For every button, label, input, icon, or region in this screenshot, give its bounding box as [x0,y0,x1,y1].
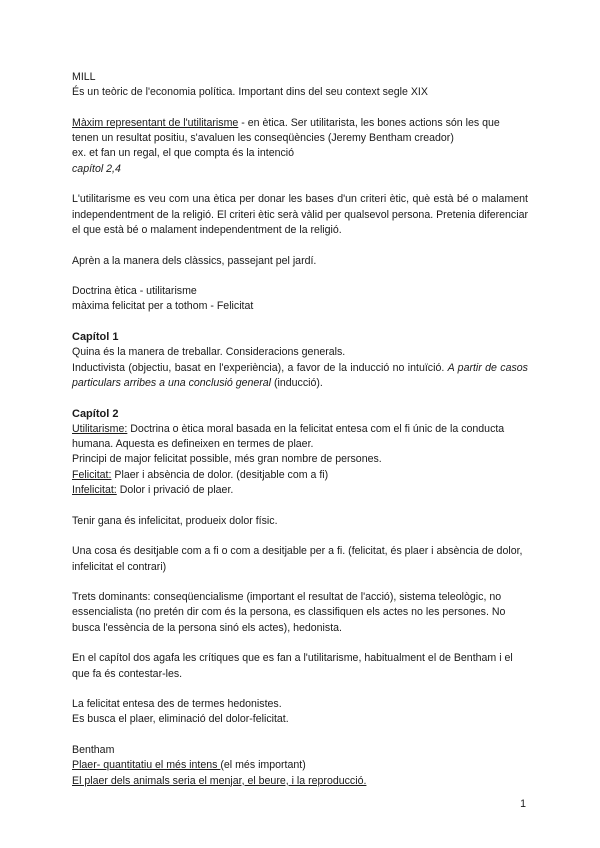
chapter1-induction: (inducció). [271,376,323,389]
bentham-heading: Bentham [72,744,115,757]
pleasure-rest: (el més important) [220,759,306,772]
chapter1-inductivist: Inductivista (objectiu, basat en l'experiència), a favor de la inducció no intuïció. [72,361,448,374]
maxim-line: màxima felicitat per a tothom - Felicitat [72,300,254,313]
desirable-paragraph: Una cosa és desitjable com a fi o com a desitjable per a fi. (felicitat, és plaer i absència de dolor, infelicitat el contrari) [72,545,523,573]
max-representative-paragraph [72,116,528,147]
hunger-line: Tenir gana és infelicitat, produeix dolor físic. [72,514,278,527]
chapter2-utilitarianism [72,422,528,453]
doctrine-line: Doctrina ètica - utilitarisme [72,285,197,298]
utilitarianism-definition: Doctrina o ètica moral basada en la felicitat entesa com el fi únic de la conducta humana. Aquesta es defineixen en termes de plaer. [72,422,505,451]
happiness-label: Felicitat: [72,468,112,481]
animals-line: El plaer dels animals seria el menjar, el beure, i la reproducció. [72,774,367,787]
document-page [72,70,528,789]
hedonist-line: La felicitat entesa des de termes hedonistes. [72,698,282,711]
learn-line: Aprèn a la manera dels clàssics, passejant pel jardí. [72,254,317,267]
chapter1-heading: Capítol 1 [72,331,119,344]
chapter2-heading: Capítol 2 [72,407,119,420]
unhappiness-line [72,483,528,498]
chapter1-line1: Quina és la manera de treballar. Consideracions generals. [72,346,346,359]
happiness-line [72,468,528,483]
unhappiness-label: Infelicitat: [72,484,117,497]
doc-title: MILL [72,71,96,83]
pleasure-underlined: Plaer- quantitatiu el més intens [72,759,221,772]
chapter1-italic: A partir de casos particulars arribes a una conclusió general [72,361,528,389]
max-representative-label: Màxim representant de l'utilitarisme [72,116,239,129]
max-representative-text: - en ètica. Ser utilitarista, les bones actions són les que tenen un resultat positiu, s'avaluen les conseqüències (Jeremy Bentham creador) [72,116,500,145]
principle-line: Principi de major felicitat possible, més gran nombre de persones. [72,453,382,466]
happiness-text: Plaer i absència de dolor. (desitjable com a fi) [111,468,329,481]
example-line: ex. et fan un regal, el que compta és la intenció [72,147,295,160]
chapter-two-paragraph: En el capítol dos agafa les crítiques que es fan a l'utilitarisme, habitualment el de Bentham i el que fa és contestar-les. [72,652,513,680]
intro-line: És un teòric de l'economia política. Important dins del seu context segle XIX [72,86,428,99]
pleasure-line [72,758,528,773]
traits-paragraph: Trets dominants: conseqüencialisme (important el resultat de l'acció), sistema teleològic, no essencialista (no pretén dir com és la persona, es classifiquen els actes no les persones. No busca l'essència de la persona sinó els actes), hedonista. [72,591,506,634]
seek-line: Es busca el plaer, eliminació del dolor-felicitat. [72,713,289,726]
chapter-ref: capítol 2,4 [72,162,121,175]
utilitarianism-label: Utilitarisme: [72,422,128,435]
page-number: 1 [520,798,526,810]
utilitarianism-paragraph: L'utilitarisme es veu com una ètica per donar les bases d'un criteri ètic, què està bé o malament independentment de la religió. El criteri ètic serà vàlid per qualsevol persona. Pretenia diferenciar el que està bé o malament independentment de la religió. [72,193,528,236]
chapter1-line2 [72,361,528,392]
unhappiness-text: Dolor i privació de plaer. [116,484,234,497]
